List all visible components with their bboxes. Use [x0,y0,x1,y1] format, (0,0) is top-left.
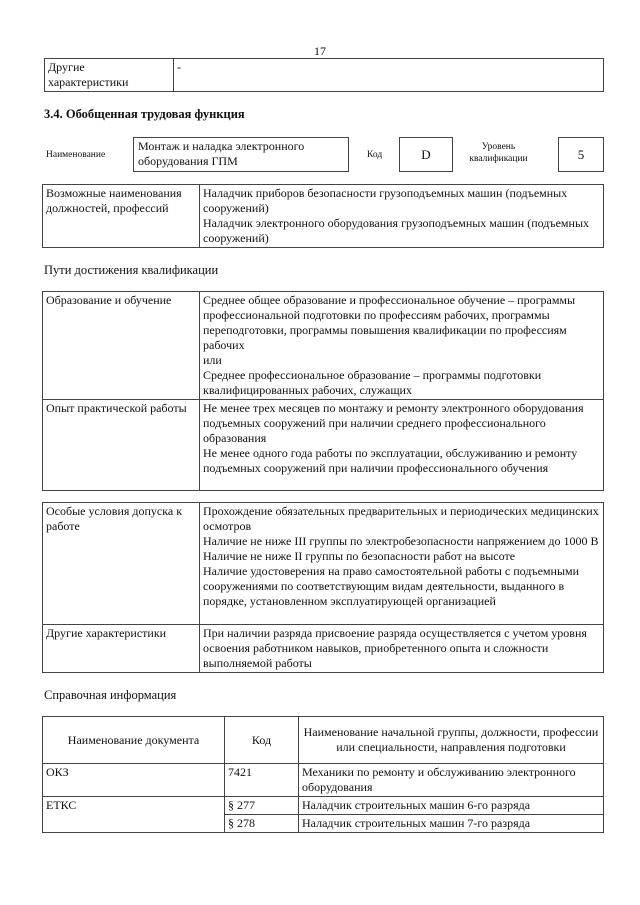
row-code: 7421 [225,764,299,797]
row-doc: ОКЗ [43,764,225,797]
name-label: Наименование [46,150,106,160]
row-code: § 277 [225,797,299,815]
name-value: Монтаж и наладка электронного оборудования ГПМ [138,139,305,168]
row-code: § 278 [225,815,299,833]
conditions-table [42,502,604,673]
row-doc: ЕТКС [43,797,225,815]
row-doc [43,815,225,833]
table-row [43,815,604,833]
education-value: Среднее общее образование и профессиональное обучение – программы профессиональной подготовки по профессиям рабочих, программы переподготовки, программы повышения квалификации по профессиям рабочих или Среднее профессиональное образование – программы подготовки квалифицированных рабочих, служащих [200,292,604,400]
table-header-row [43,717,604,764]
reference-title: Справочная информация [44,688,177,702]
cell-value: - [174,59,604,92]
cell-label: Другие характеристики [45,59,174,92]
table-row [43,185,604,248]
code-value-box [399,137,453,172]
row-name: Наладчик строительных машин 7-го разряда [299,815,604,833]
code-value: D [421,147,431,162]
level-value-box [558,137,604,172]
name-value-box [133,137,349,172]
conditions-value: Прохождение обязательных предварительных и периодических медицинских осмотров Наличие не ниже III группы по электробезопасности напряжением до 1000 В Наличие не ниже II группы по безопасности работ на высоте Наличие удостоверения на право самостоятельной работы с подъемными сооружениями по соответствующим видам деятельности, выданного в порядке, установленном эксплуатирующей организацией [200,503,604,625]
positions-value: Наладчик приборов безопасности грузоподъемных машин (подъемных сооружений) Наладчик электронного оборудования грузоподъемных машин (подъемных сооружений) [200,185,604,248]
header-document: Наименование документа [43,717,225,764]
other-value: При наличии разряда присвоение разряда осуществляется с учетом уровня освоения работником навыков, приобретенного опыта и сложности выполняемой работы [200,625,604,673]
table-row [43,292,604,400]
table-row [43,625,604,673]
positions-label: Возможные наименования должностей, профессий [43,185,200,248]
table-row [45,59,604,92]
header-name: Наименование начальной группы, должности, профессии или специальности, направления подготовки [299,717,604,764]
table-row [43,797,604,815]
row-name: Наладчик строительных машин 6-го разряда [299,797,604,815]
table-row [43,503,604,625]
level-label: Уровень квалификации [469,142,528,164]
table-row [43,764,604,797]
page-number: 17 [314,44,326,58]
conditions-label: Особые условия допуска к работе [43,503,200,625]
reference-table [42,716,604,833]
row-name: Механики по ремонту и обслуживанию электронного оборудования [299,764,604,797]
paths-table [42,291,604,491]
code-label: Код [367,150,383,160]
positions-table [42,184,604,248]
level-value: 5 [577,147,585,162]
top-characteristics-table [44,58,604,92]
education-label: Образование и обучение [43,292,200,400]
experience-label: Опыт практической работы [43,400,200,491]
table-row [43,400,604,491]
paths-title: Пути достижения квалификации [44,263,219,277]
other-label: Другие характеристики [43,625,200,673]
experience-value: Не менее трех месяцев по монтажу и ремонту электронного оборудования подъемных сооружений при наличии среднего профессионального образования Не менее одного года работы по эксплуатации, обслуживанию и ремонту подъемных сооружений при наличии профессионального обучения [200,400,604,491]
section-title: 3.4. Обобщенная трудовая функция [44,107,245,121]
header-code: Код [225,717,299,764]
